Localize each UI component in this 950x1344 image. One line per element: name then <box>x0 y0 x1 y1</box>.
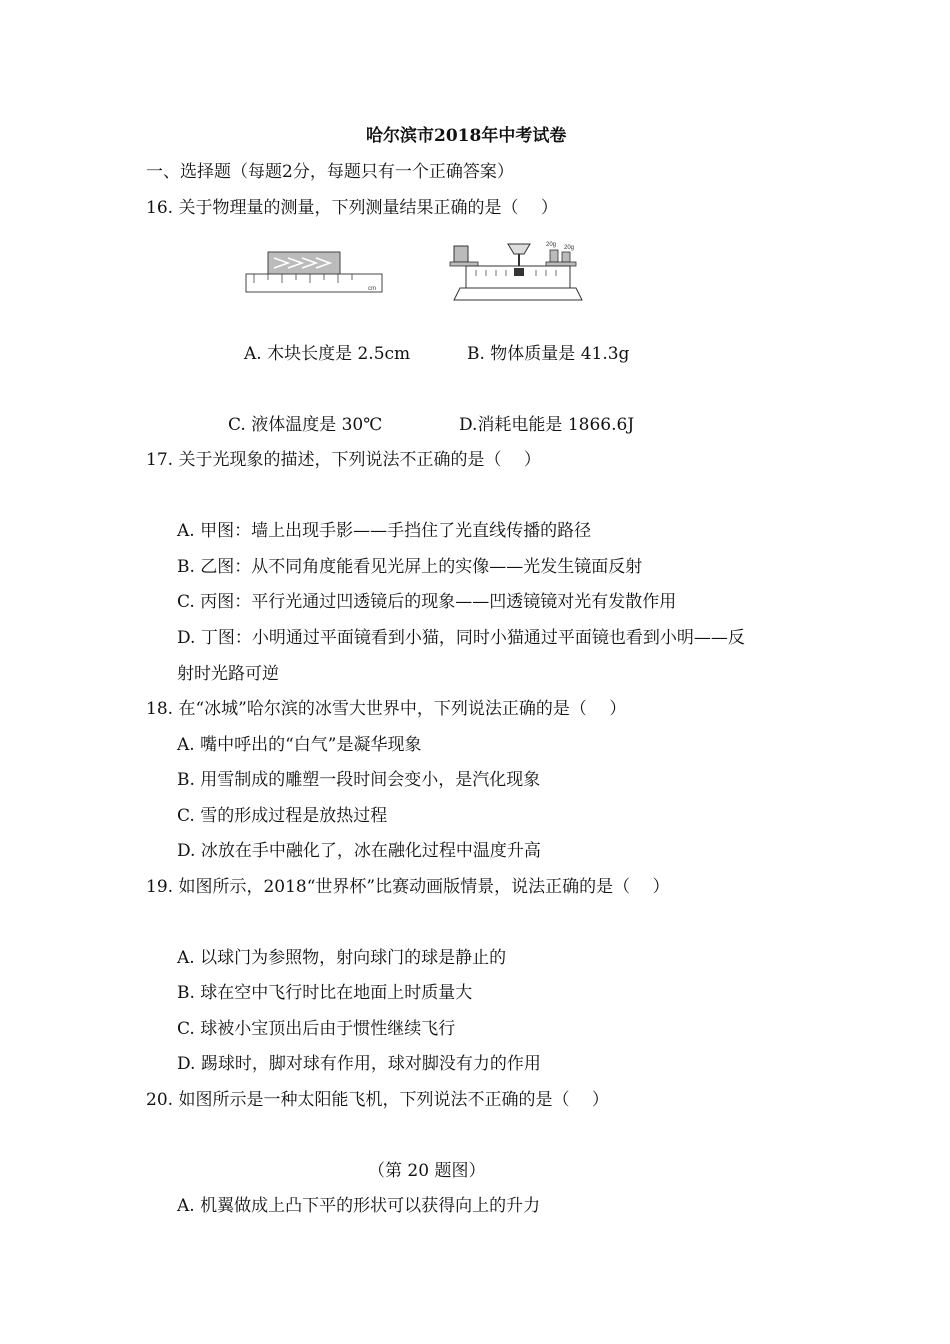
balance-pointer-dial <box>508 244 530 254</box>
weight-2 <box>562 252 570 262</box>
q19-option-d: D. 踢球时，脚对球有作用，球对脚没有力的作用 <box>177 1054 541 1074</box>
question-18-stem: 18. 在“冰城”哈尔滨的冰雪大世界中，下列说法正确的是（ ） <box>146 699 627 719</box>
q17-option-c: C. 丙图：平行光通过凹透镜后的现象——凹透镜镜对光有发散作用 <box>177 592 677 612</box>
balance-figure <box>446 238 586 306</box>
q18-option-c: C. 雪的形成过程是放热过程 <box>177 806 388 826</box>
q17-option-d-continued: 射时光路可逆 <box>177 664 279 684</box>
q18-option-a: A. 嘴中呼出的“白气”是凝华现象 <box>177 735 422 755</box>
ruler-unit-label: cm <box>368 286 376 292</box>
q19-option-b: B. 球在空中飞行时比在地面上时质量大 <box>177 983 473 1003</box>
q17-option-b: B. 乙图：从不同角度能看见光屏上的实像——光发生镜面反射 <box>177 557 643 577</box>
q17-option-d: D. 丁图：小明通过平面镜看到小猫，同时小猫通过平面镜也看到小明——反 <box>177 628 745 648</box>
ruler <box>246 274 382 292</box>
q19-option-c: C. 球被小宝顶出后由于惯性继续飞行 <box>177 1019 456 1039</box>
section-heading: 一、选择题（每题2分，每题只有一个正确答案） <box>146 162 514 182</box>
question-16-stem: 16. 关于物理量的测量，下列测量结果正确的是（ ） <box>146 198 558 218</box>
q16-option-b: B. 物体质量是 41.3g <box>467 344 630 364</box>
q18-option-b: B. 用雪制成的雕塑一段时间会变小，是汽化现象 <box>177 770 541 790</box>
weight-1-label: 20g <box>546 242 557 248</box>
question-20-stem: 20. 如图所示是一种太阳能飞机，下列说法不正确的是（ ） <box>146 1090 609 1110</box>
q17-option-a: A. 甲图：墙上出现手影——手挡住了光直线传播的路径 <box>177 521 592 541</box>
q20-figure-caption: （第 20 题图） <box>368 1161 486 1181</box>
balance-base <box>454 288 582 300</box>
page-title: 哈尔滨市2018年中考试卷 <box>366 126 567 146</box>
question-19-stem: 19. 如图所示，2018“世界杯”比赛动画版情景，说法正确的是（ ） <box>146 877 670 897</box>
ruler-figure <box>244 250 384 296</box>
q19-option-a: A. 以球门为参照物，射向球门的球是静止的 <box>177 948 507 968</box>
q18-option-d: D. 冰放在手中融化了，冰在融化过程中温度升高 <box>177 841 541 861</box>
weight-2-label: 20g <box>564 245 575 251</box>
q16-option-a: A. 木块长度是 2.5cm <box>244 344 411 364</box>
weight-1 <box>550 250 558 262</box>
q16-option-c: C. 液体温度是 30℃ <box>228 415 383 435</box>
q20-option-a: A. 机翼做成上凸下平的形状可以获得向上的升力 <box>177 1196 541 1216</box>
q16-option-d: D.消耗电能是 1866.6J <box>459 415 635 435</box>
balance-object <box>454 246 468 262</box>
question-17-stem: 17. 关于光现象的描述，下列说法不正确的是（ ） <box>146 450 541 470</box>
